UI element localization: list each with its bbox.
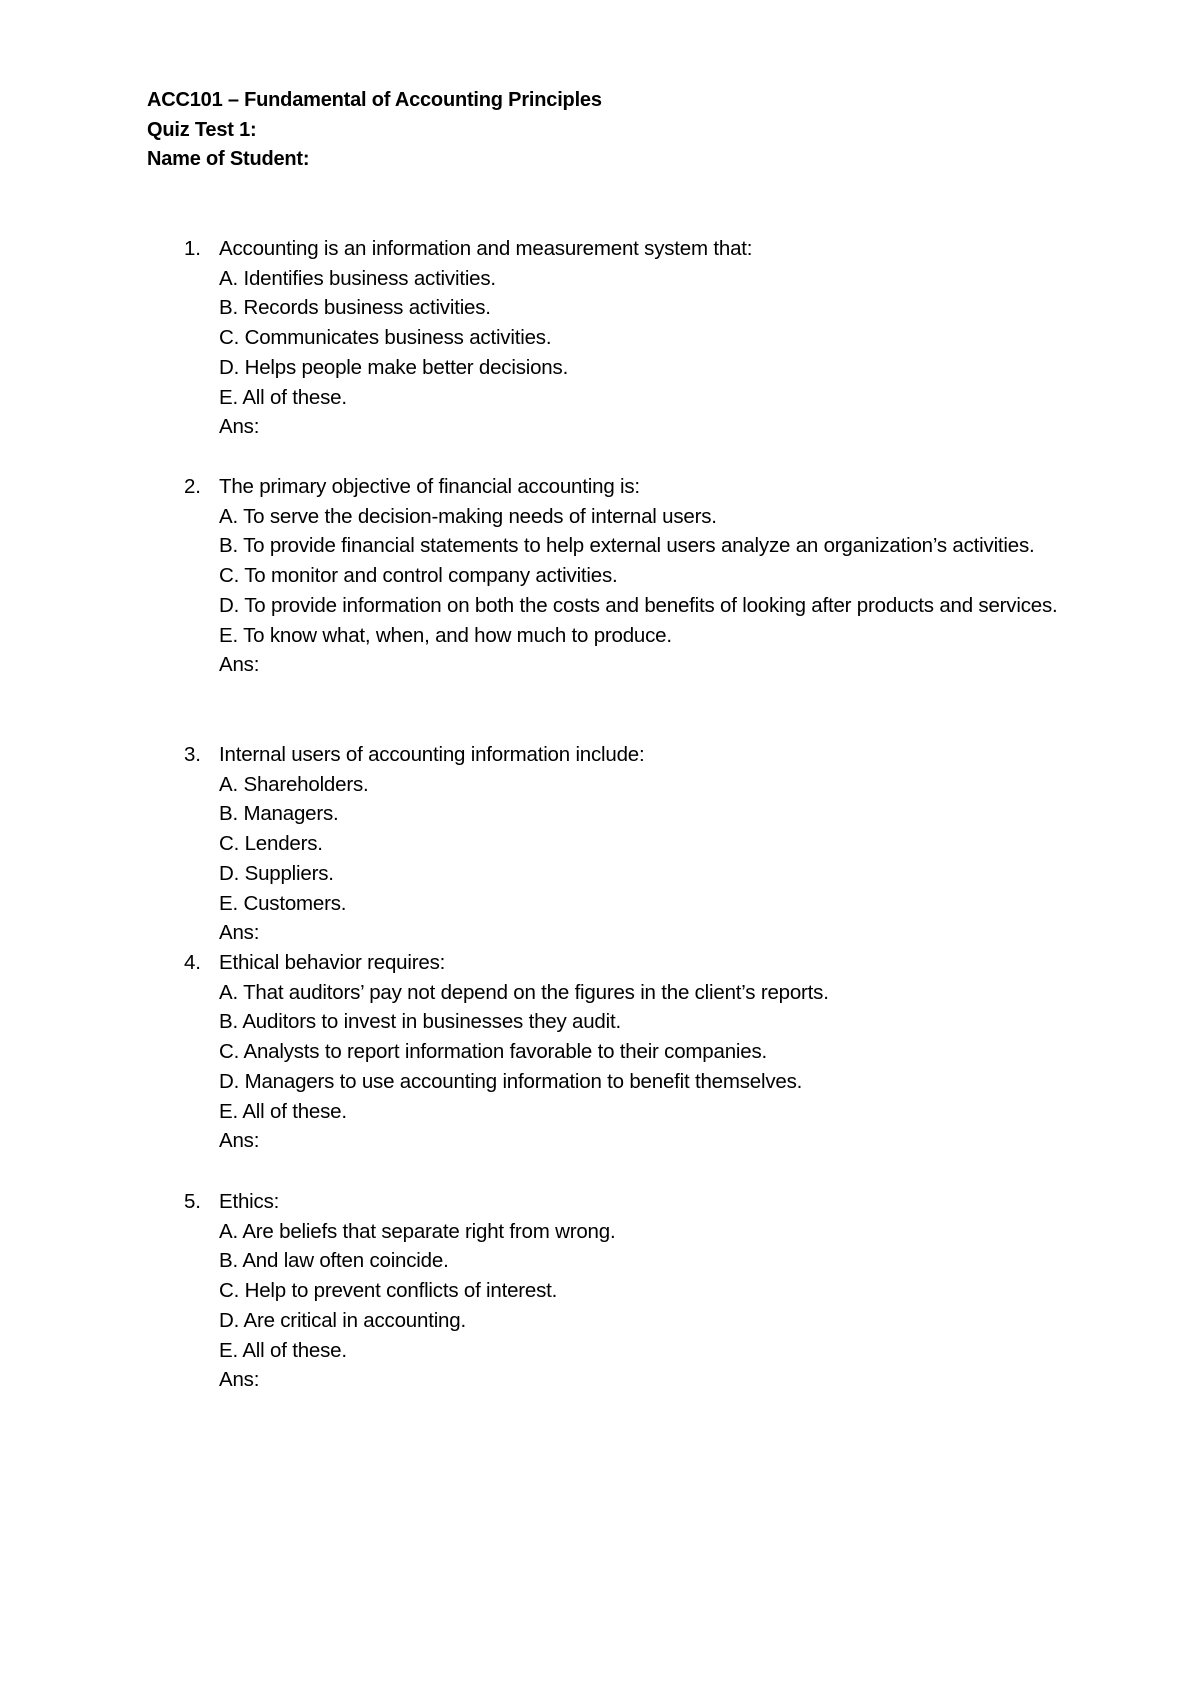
answer-label: Ans: — [219, 1129, 260, 1153]
answer-label: Ans: — [219, 415, 260, 439]
option-b: B. Managers. — [219, 802, 339, 826]
option-c: C. Communicates business activities. — [219, 326, 552, 350]
question-number: 5. — [184, 1190, 201, 1213]
answer-label: Ans: — [219, 921, 260, 945]
question-text: Internal users of accounting information include: — [219, 743, 645, 766]
option-a: A. To serve the decision-making needs of internal users. — [219, 504, 717, 528]
options-list — [219, 1217, 615, 1395]
option-e: E. To know what, when, and how much to produce. — [219, 623, 672, 647]
option-c: C. Help to prevent conflicts of interest. — [219, 1279, 558, 1303]
option-b: B. Records business activities. — [219, 296, 491, 320]
option-a: A. Shareholders. — [219, 772, 369, 796]
option-a: A. Are beliefs that separate right from wrong. — [219, 1219, 616, 1243]
option-e: E. All of these. — [219, 1338, 347, 1362]
options-list — [219, 978, 829, 1156]
question-3 — [184, 740, 645, 948]
option-b: B. To provide financial statements to help external users analyze an organization’s activities. — [219, 534, 1035, 558]
options-list — [219, 770, 645, 948]
option-e: E. Customers. — [219, 891, 347, 915]
option-d: D. Suppliers. — [219, 861, 334, 885]
options-list — [219, 264, 752, 442]
question-number: 1. — [184, 237, 201, 260]
option-b: B. And law often coincide. — [219, 1249, 449, 1273]
options-list — [219, 502, 1099, 680]
question-text: Accounting is an information and measurement system that: — [219, 237, 753, 260]
document-header — [147, 86, 602, 175]
option-c: C. Lenders. — [219, 832, 323, 856]
question-number: 3. — [184, 743, 201, 766]
option-e: E. All of these. — [219, 1099, 347, 1123]
question-text: Ethics: — [219, 1190, 280, 1213]
option-c: C. To monitor and control company activities. — [219, 564, 618, 588]
option-d: D. Are critical in accounting. — [219, 1308, 466, 1332]
question-number: 2. — [184, 475, 201, 498]
answer-label: Ans: — [219, 1368, 260, 1392]
option-b: B. Auditors to invest in businesses they audit. — [219, 1010, 621, 1034]
option-d: D. Helps people make better decisions. — [219, 355, 569, 379]
question-text: The primary objective of financial accounting is: — [219, 475, 640, 498]
question-5 — [184, 1187, 615, 1395]
option-a: A. Identifies business activities. — [219, 266, 496, 290]
question-number: 4. — [184, 951, 201, 974]
course-title: ACC101 – Fundamental of Accounting Principles — [147, 89, 602, 111]
option-e: E. All of these. — [219, 385, 347, 409]
question-4 — [184, 948, 829, 1156]
question-2 — [184, 472, 1099, 680]
answer-label: Ans: — [219, 653, 260, 677]
option-d: D. Managers to use accounting information to benefit themselves. — [219, 1069, 803, 1093]
student-name-label: Name of Student: — [147, 148, 310, 170]
quiz-title: Quiz Test 1: — [147, 118, 257, 141]
question-1 — [184, 234, 752, 442]
option-d: D. To provide information on both the costs and benefits of looking after products and services. — [219, 593, 1058, 617]
option-a: A. That auditors’ pay not depend on the figures in the client’s reports. — [219, 980, 829, 1004]
option-c: C. Analysts to report information favorable to their companies. — [219, 1040, 768, 1064]
question-text: Ethical behavior requires: — [219, 951, 446, 974]
